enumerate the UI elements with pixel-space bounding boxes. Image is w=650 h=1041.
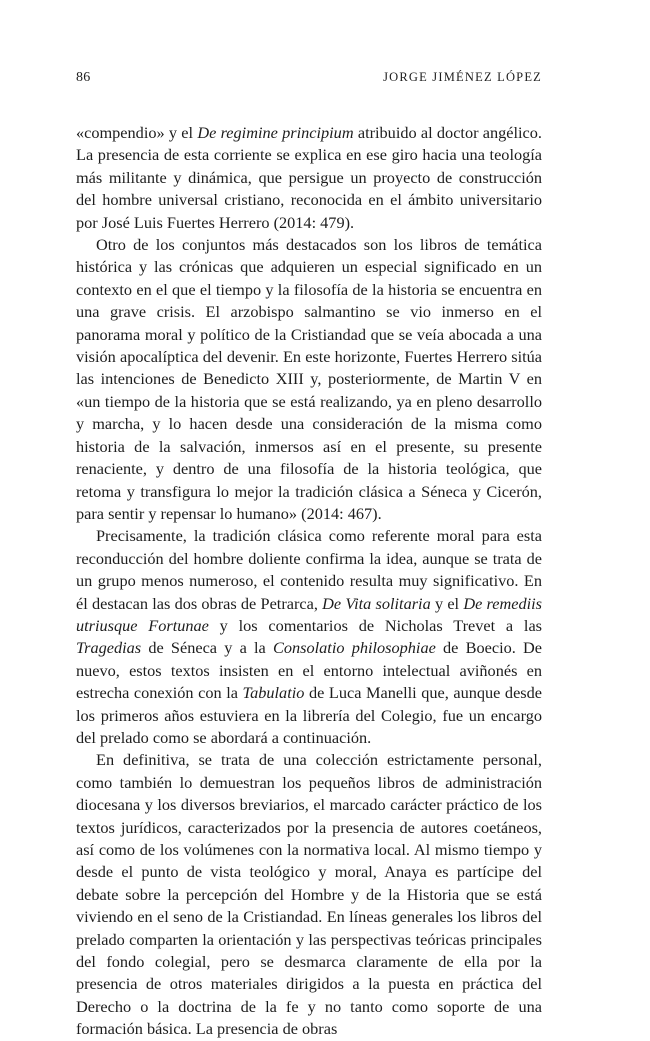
- text-segment: de Séneca y a la: [141, 638, 274, 658]
- body-text: [76, 122, 542, 1041]
- running-head: JORGE JIMÉNEZ LÓPEZ: [383, 70, 542, 84]
- text-segment: y los comentarios de Nicholas Trevet a las: [208, 615, 543, 635]
- page-header: [76, 70, 542, 90]
- text-segment: atribuido al doctor angélico. La presencia de esta corriente se explica en ese giro hacia una teología más militante y dinámica, que persigue un proyecto de construcción del hombre universal cristiano, reconocida en el ámbito universitario por José Luis Fuertes Herrero (2014: 479).: [76, 123, 542, 232]
- book-title: Tragedias: [76, 638, 142, 658]
- text-segment: Precisamente, la tradición clásica como referente moral para esta reconducción del hombre doliente confirma la idea, aunque se trata de un grupo menos numeroso, el contenido resulta muy significativo. En él destacan las dos obras de Petrarca,: [76, 526, 542, 613]
- book-title: De remediis utriusque Fortunae: [76, 593, 542, 635]
- text-segment: de Luca Manelli que, aunque desde los primeros años estuviera en la librería del Colegio, fue un encargo del prelado como se abordará a continuación.: [76, 683, 543, 747]
- book-title: De regimine principium: [197, 123, 354, 142]
- book-title: Tabulatio: [242, 683, 305, 703]
- text-segment: «compendio» y el: [76, 123, 198, 142]
- text-segment: y el: [430, 593, 464, 613]
- book-title: Consolatio philosophiae: [273, 638, 436, 658]
- book-title: De Vita solitaria: [322, 593, 431, 613]
- paragraph-4: [76, 749, 542, 1040]
- paragraph-1: [76, 122, 542, 234]
- paragraph-3: [76, 525, 542, 749]
- text-segment: Otro de los conjuntos más destacados son los libros de temática histórica y las crónicas que adquieren un especial significado en un contexto en el que el tiempo y la filosofía de la historia se encuentra en una grave crisis. El arzobispo salmantino se vio inmerso en el panorama moral y político de la Cristiandad que se veía abocada a una visión apocalíptica del devenir. En este horizonte, Fuertes Herrero sitúa las intenciones de Benedicto XIII y, posteriormente, de Martin V en «un tiempo de la historia que se está realizando, ya en pleno desarrollo y marcha, y lo hacen desde una consideración de la misma como historia de la salvación, inmersos así en el presente, su presente renaciente, y dentro de una filosofía de la historia teológica, que retoma y transfigura lo mejor la tradición clásica a Séneca y Cicerón, para sentir y repensar lo humano» (2014: 467).: [76, 235, 542, 523]
- text-segment: de Boecio. De nuevo, estos textos insisten en el entorno intelectual aviñonés en estrecha conexión con la: [76, 638, 543, 703]
- page-number: 86: [76, 70, 91, 85]
- text-segment: En definitiva, se trata de una colección estrictamente personal, como también lo demuestran los pequeños libros de administración diocesana y los diversos breviarios, el marcado carácter práctico de los textos jurídicos, caracterizados por la presencia de autores coetáneos, así como de los volúmenes con la normativa local. Al mismo tiempo y desde el punto de vista teológico y moral, Anaya es partícipe del debate sobre la percepción del Hombre y de la Historia que se está viviendo en el seno de la Cristiandad. En líneas generales los libros del prelado comparten la orientación y las perspectivas teóricas principales del fondo colegial, pero se desmarca claramente de ella por la presencia de otros materiales dirigidos a la puesta en práctica del Derecho o la doctrina de la fe y no tanto como soporte de una formación básica. La presencia de obras: [76, 750, 542, 1039]
- paragraph-2: [76, 234, 542, 525]
